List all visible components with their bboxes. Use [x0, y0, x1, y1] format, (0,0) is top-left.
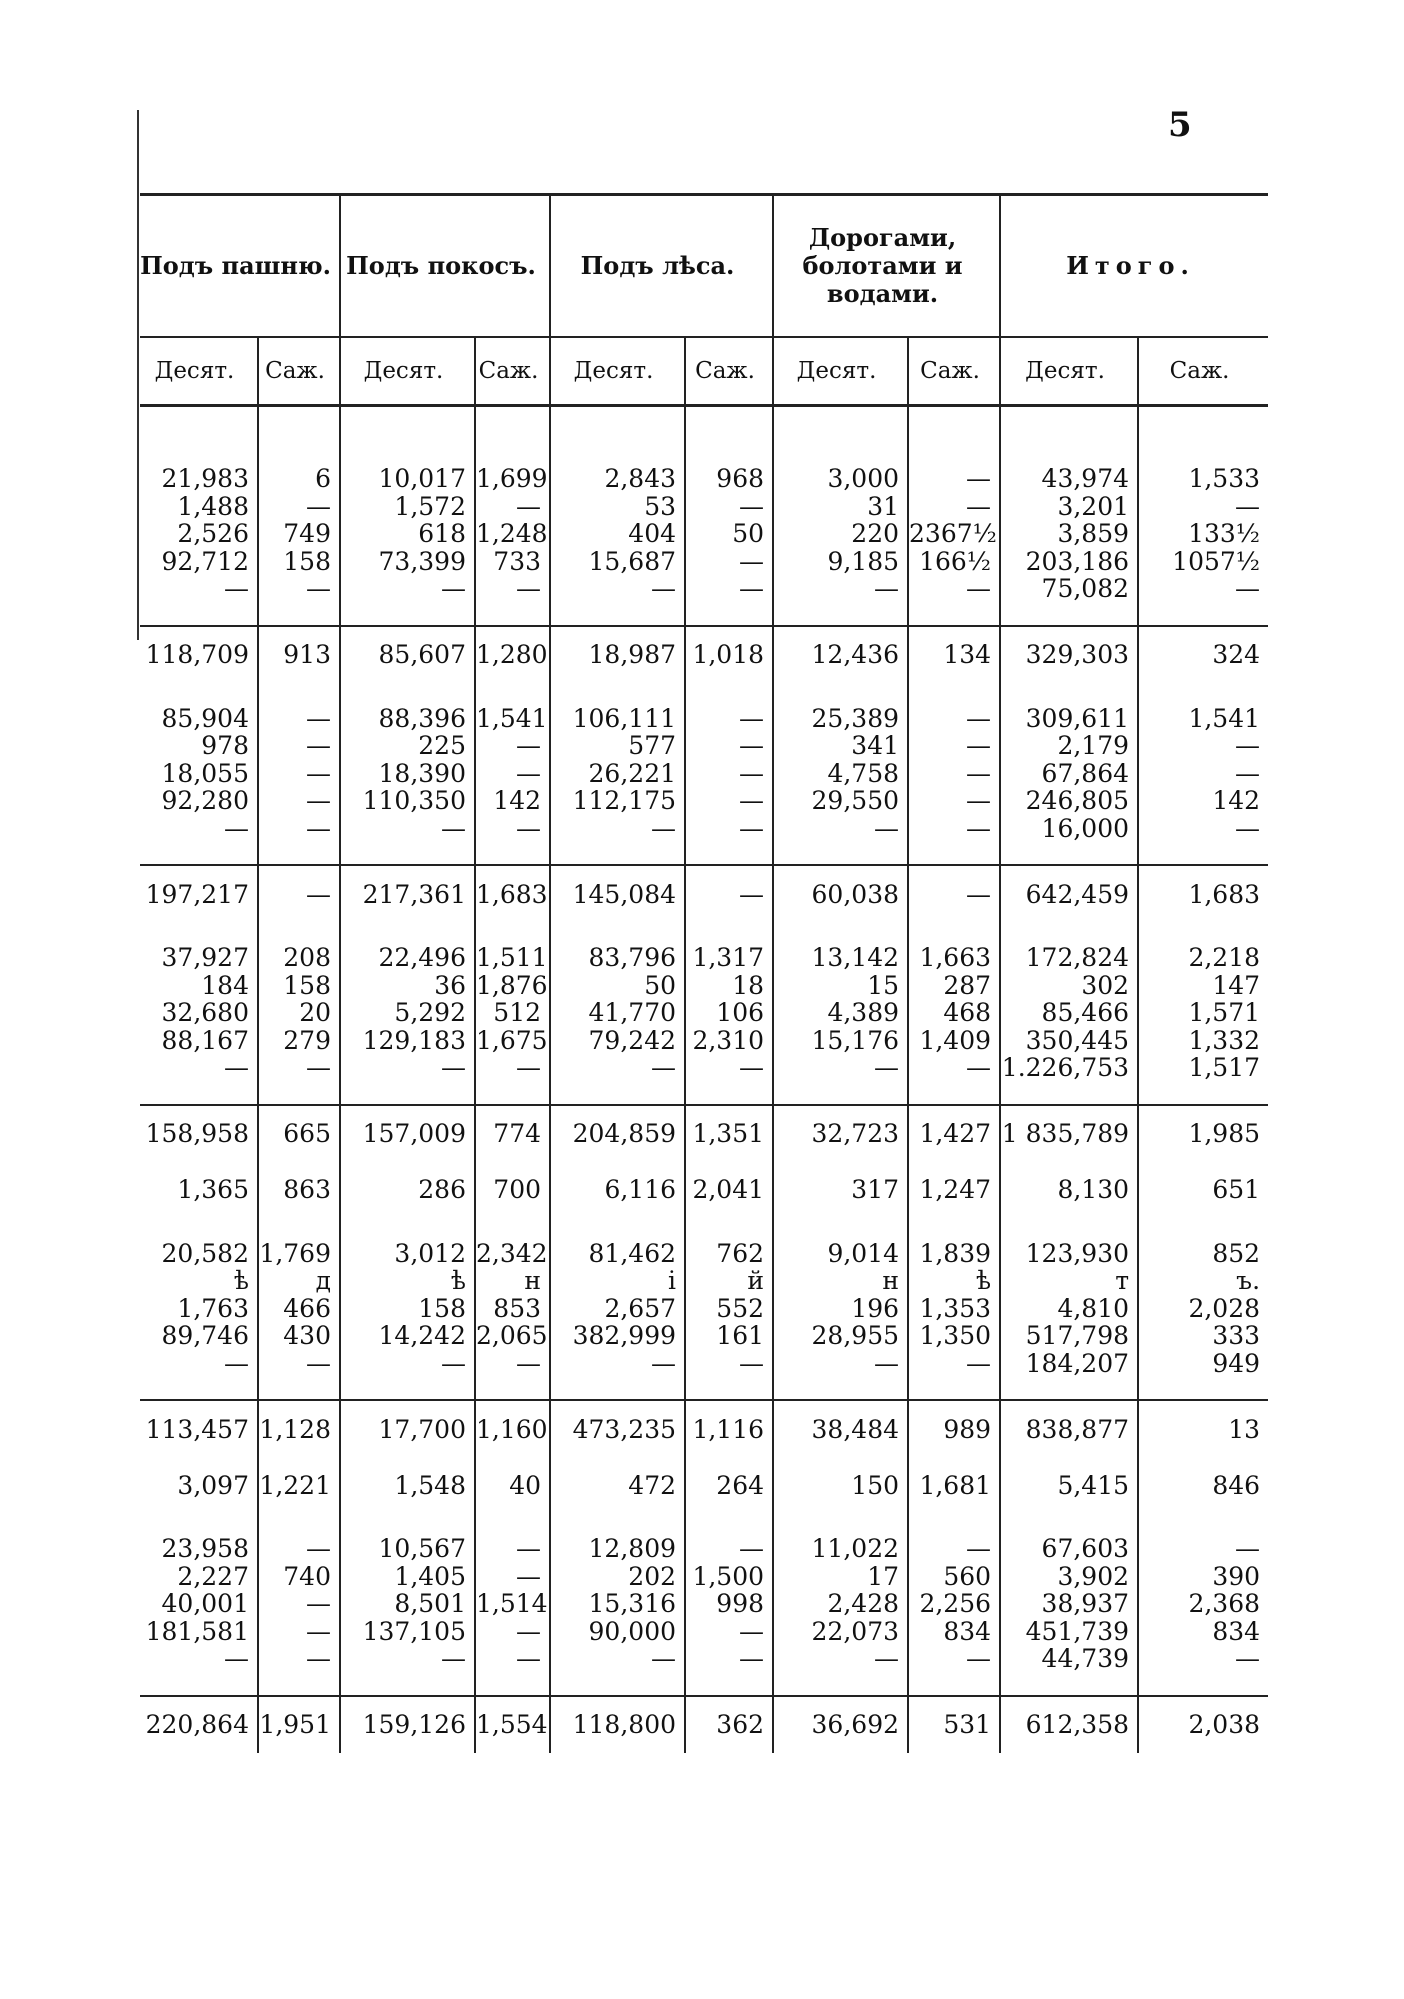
table-cell: — — 2367½ 166½ —	[908, 406, 1000, 626]
table-cell: 1,280	[475, 626, 550, 683]
table-cell: 1,128	[258, 1400, 340, 1457]
table-cell: 217,361	[340, 865, 475, 922]
table-cell: 134	[908, 626, 1000, 683]
table-cell: 1 835,789	[1000, 1105, 1138, 1162]
table-row-group	[140, 406, 1268, 626]
table-row-group	[140, 922, 1268, 1105]
table-cell: 43,974 3,201 3,859 203,186 75,082	[1000, 406, 1138, 626]
table-cell: 989	[908, 1400, 1000, 1457]
unit-header: Десят.	[550, 337, 685, 406]
table-cell: 642,459	[1000, 865, 1138, 922]
table-cell: 774	[475, 1105, 550, 1162]
table-cell: 25,389 341 4,758 29,550 —	[773, 683, 908, 866]
table-cell: 6 — 749 158 —	[258, 406, 340, 626]
table-cell: 113,457	[140, 1400, 258, 1457]
table-cell: 324	[1138, 626, 1268, 683]
table-cell: 145,084	[550, 865, 685, 922]
table-cell: 13	[1138, 1400, 1268, 1457]
table-cell: 20,582 ѣ 1,763 89,746 —	[161, 1238, 249, 1378]
table-cell: 1,548	[340, 1457, 475, 1513]
table-cell: 612,358	[1000, 1696, 1138, 1753]
table-cell: 12,436	[773, 626, 908, 683]
unit-header: Десят.	[340, 337, 475, 406]
table-cell: 1,663 287 468 1,409 —	[908, 922, 1000, 1105]
table-cell: 531	[908, 1696, 1000, 1753]
table-cell: 1,247	[908, 1162, 1000, 1218]
header-total: Итого.	[1000, 195, 1268, 338]
table-cell: 3,097	[177, 1470, 249, 1500]
table-cell: 60,038	[773, 865, 908, 922]
table-cell: 32,723	[773, 1105, 908, 1162]
table-cell: 2,038	[1138, 1696, 1268, 1753]
table-cell: 17,700	[340, 1400, 475, 1457]
table-cell: 309,611 2,179 67,864 246,805 16,000	[1000, 683, 1138, 866]
table-cell: 8,130	[1000, 1162, 1138, 1218]
table-cell: 362	[685, 1696, 773, 1753]
header-hayfield: Подъ покосъ.	[340, 195, 550, 338]
table-cell: 172,824 302 85,466 350,445 1.226,753	[1000, 922, 1138, 1105]
table-cell: 85,607	[340, 626, 475, 683]
table-cell: 1,681	[908, 1457, 1000, 1513]
table-cell: 1,951	[258, 1696, 340, 1753]
table-cell: 10,567 1,405 8,501 137,105 —	[340, 1513, 475, 1696]
unit-header: Саж.	[1138, 337, 1268, 406]
table-cell: 38,484	[773, 1400, 908, 1457]
header-arable: Подъ пашню.	[140, 195, 340, 338]
table-cell: —	[685, 865, 773, 922]
table-cell: 1,427	[908, 1105, 1000, 1162]
table-row-group	[140, 1218, 1268, 1401]
table-cell: 13,142 15 4,389 15,176 —	[773, 922, 908, 1105]
table-cell: — — — — —	[908, 683, 1000, 866]
table-cell: 36,692	[773, 1696, 908, 1753]
table-cell: 1,511 1,876 512 1,675 —	[475, 922, 550, 1105]
table-cell: 317	[773, 1162, 908, 1218]
table-cell: 1,839 ѣ 1,353 1,350 —	[908, 1218, 1000, 1401]
table-cell: 1,533 — 133½ 1057½ —	[1138, 406, 1268, 626]
table-cell: 18,987	[550, 626, 685, 683]
table-cell: 762 й 552 161 —	[685, 1218, 773, 1401]
table-cell: 2,843 53 404 15,687 —	[550, 406, 685, 626]
table-cell: 81,462 і 2,657 382,999 —	[550, 1218, 685, 1401]
table-cell: 118,709	[140, 626, 258, 683]
table-cell: 913	[258, 626, 340, 683]
table-cell: 10,017 1,572 618 73,399 —	[340, 406, 475, 626]
table-cell: — 560 2,256 834 —	[908, 1513, 1000, 1696]
table-cell: 123,930 т 4,810 517,798 184,207	[1000, 1218, 1138, 1401]
table-cell: — — — — —	[685, 683, 773, 866]
table-cell: 159,126	[340, 1696, 475, 1753]
unit-header: Саж.	[475, 337, 550, 406]
table-cell: 2,041	[685, 1162, 773, 1218]
header-row	[140, 195, 1268, 338]
table-cell: 286	[340, 1162, 475, 1218]
table-cell: 1,699 — 1,248 733 —	[475, 406, 550, 626]
header-roads-swamps-water: Дорогами, болотами и водами.	[773, 195, 1000, 338]
table-cell: 85,904 978 18,055 92,280 —	[161, 703, 249, 843]
table-cell: — 390 2,368 834 —	[1138, 1513, 1268, 1696]
table-body	[140, 406, 1268, 1753]
table-cell: 88,396 225 18,390 110,350 —	[340, 683, 475, 866]
table-cell: 1,116	[685, 1400, 773, 1457]
table-cell: 1,769 д 466 430 —	[258, 1218, 340, 1401]
land-statistics-table	[140, 193, 1268, 1753]
table-row-total	[140, 1696, 1268, 1753]
table-cell: 40	[475, 1457, 550, 1513]
table-cell: 2,218 147 1,571 1,332 1,517	[1138, 922, 1268, 1105]
table-cell: 1,365	[177, 1175, 249, 1204]
table-cell: 1,985	[1138, 1105, 1268, 1162]
table-cell: 158,958	[140, 1105, 258, 1162]
table-cell: 1,683	[475, 865, 550, 922]
table-row-total	[140, 865, 1268, 922]
table-cell: 157,009	[340, 1105, 475, 1162]
table-cell: —	[908, 865, 1000, 922]
table-row-total	[140, 1162, 1268, 1218]
table-cell: 21,983 1,488 2,526 92,712 —	[161, 464, 249, 603]
table-cell: 700	[475, 1162, 550, 1218]
unit-header: Саж.	[685, 337, 773, 406]
table-cell: 220,864	[140, 1696, 258, 1753]
table-cell: — — 1,514 — —	[475, 1513, 550, 1696]
table-cell: 329,303	[1000, 626, 1138, 683]
table-cell: 5,415	[1000, 1457, 1138, 1513]
table-cell: 838,877	[1000, 1400, 1138, 1457]
table-cell: 2,342 н 853 2,065 —	[475, 1218, 550, 1401]
table-cell: 67,603 3,902 38,937 451,739 44,739	[1000, 1513, 1138, 1696]
unit-row	[140, 337, 1268, 406]
table-cell: 863	[258, 1162, 340, 1218]
unit-header: Саж.	[258, 337, 340, 406]
table-row-group	[140, 683, 1268, 866]
table-cell: 197,217	[140, 865, 258, 922]
table-cell: 1,317 18 106 2,310 —	[685, 922, 773, 1105]
table-cell: 1,554	[475, 1696, 550, 1753]
table-cell: 1,351	[685, 1105, 773, 1162]
table-cell: 665	[258, 1105, 340, 1162]
table-cell: 852 ъ. 2,028 333 949	[1138, 1218, 1268, 1401]
table-cell: 1,683	[1138, 865, 1268, 922]
table-cell: 208 158 20 279 —	[258, 922, 340, 1105]
table-cell: 11,022 17 2,428 22,073 —	[773, 1513, 908, 1696]
table-cell: 118,800	[550, 1696, 685, 1753]
table-cell: — — — — —	[258, 683, 340, 866]
table-cell: —	[258, 865, 340, 922]
page-number: 5	[1168, 105, 1192, 145]
binding-edge-line	[137, 110, 139, 640]
table-cell: 1,160	[475, 1400, 550, 1457]
table-row-total	[140, 1457, 1268, 1513]
table-cell: 83,796 50 41,770 79,242 —	[550, 922, 685, 1105]
unit-header: Десят.	[773, 337, 908, 406]
unit-header: Десят.	[1000, 337, 1138, 406]
table-row-total	[140, 1105, 1268, 1162]
table-row-group	[140, 1513, 1268, 1696]
table-cell: 6,116	[550, 1162, 685, 1218]
table-cell: 1,541 — — 142 —	[475, 683, 550, 866]
table-cell: 1,541 — — 142 —	[1138, 683, 1268, 866]
table-cell: — 1,500 998 — —	[685, 1513, 773, 1696]
table-cell: 472	[550, 1457, 685, 1513]
table-row-total	[140, 1400, 1268, 1457]
table-cell: 3,000 31 220 9,185 —	[773, 406, 908, 626]
table-cell: 1,018	[685, 626, 773, 683]
unit-header: Саж.	[908, 337, 1000, 406]
table-cell: 3,012 ѣ 158 14,242 —	[340, 1218, 475, 1401]
table-cell: 264	[685, 1457, 773, 1513]
table-cell: 473,235	[550, 1400, 685, 1457]
table-cell: 1,221	[258, 1457, 340, 1513]
table-cell: 37,927 184 32,680 88,167 —	[161, 943, 249, 1082]
table-cell: 651	[1138, 1162, 1268, 1218]
table-cell: 846	[1138, 1457, 1268, 1513]
table-cell: — 740 — — —	[258, 1513, 340, 1696]
table-cell: 23,958 2,227 40,001 181,581 —	[145, 1534, 249, 1673]
table-cell: 12,809 202 15,316 90,000 —	[550, 1513, 685, 1696]
table-cell: 9,014 н 196 28,955 —	[773, 1218, 908, 1401]
unit-header: Десят.	[140, 337, 258, 406]
table-cell: 150	[773, 1457, 908, 1513]
table-cell: 22,496 36 5,292 129,183 —	[340, 922, 475, 1105]
table-cell: 968 — 50 — —	[685, 406, 773, 626]
header-forest: Подъ лѣса.	[550, 195, 773, 338]
table-cell: 106,111 577 26,221 112,175 —	[550, 683, 685, 866]
table-row-total	[140, 626, 1268, 683]
table-cell: 204,859	[550, 1105, 685, 1162]
